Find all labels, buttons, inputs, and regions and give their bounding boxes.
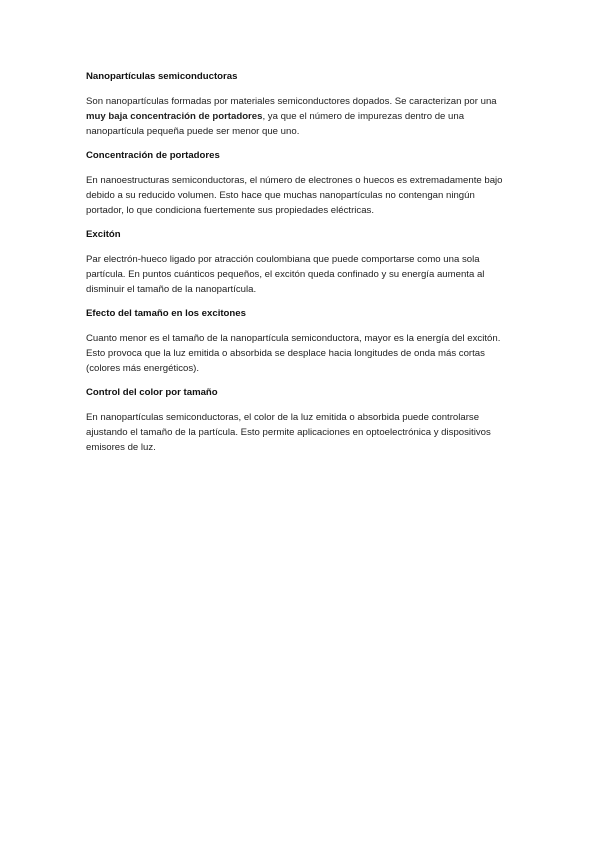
section-efecto-tamano	[86, 307, 513, 376]
section-exciton	[86, 228, 513, 297]
section-paragraph: En nanoestructuras semiconductoras, el número de electrones o huecos es extremadamente bajo debido a su reducido volumen. Esto hace que muchas nanopartículas no contengan ningún portador, lo que condiciona fuertemente sus propiedades eléctricas.	[86, 175, 503, 216]
section-concentracion	[86, 149, 513, 218]
section-heading: Control del color por tamaño	[86, 387, 218, 398]
section-heading: Concentración de portadores	[86, 150, 220, 161]
section-control-color	[86, 386, 513, 455]
section-paragraph	[86, 94, 513, 139]
section-heading: Nanopartículas semiconductoras	[86, 71, 238, 82]
section-heading: Excitón	[86, 229, 121, 240]
section-paragraph: En nanopartículas semiconductoras, el color de la luz emitida o absorbida puede controlarse ajustando el tamaño de la partícula. Esto permite aplicaciones en optoelectrónica y dispositivos emisores de luz.	[86, 412, 491, 453]
paragraph-text: , ya que el número de impurezas dentro de una nanopartícula pequeña puede ser menor que uno.	[86, 111, 465, 137]
paragraph-text: Son nanopartículas formadas por materiales semiconductores dopados. Se caracterizan por una	[86, 96, 497, 107]
section-heading: Efecto del tamaño en los excitones	[86, 308, 246, 319]
section-paragraph: Par electrón-hueco ligado por atracción coulombiana que puede comportarse como una sola partícula. En puntos cuánticos pequeños, el excitón queda confinado y su energía aumenta al disminuir el tamaño de la nanopartícula.	[86, 254, 485, 295]
section-paragraph: Cuanto menor es el tamaño de la nanopartícula semiconductora, mayor es la energía del excitón. Esto provoca que la luz emitida o absorbida se desplace hacia longitudes de onda más cortas (colores más energéticos).	[86, 333, 501, 374]
paragraph-bold-text: muy baja concentración de portadores	[86, 111, 263, 122]
section-nanoparticulas	[86, 70, 513, 139]
